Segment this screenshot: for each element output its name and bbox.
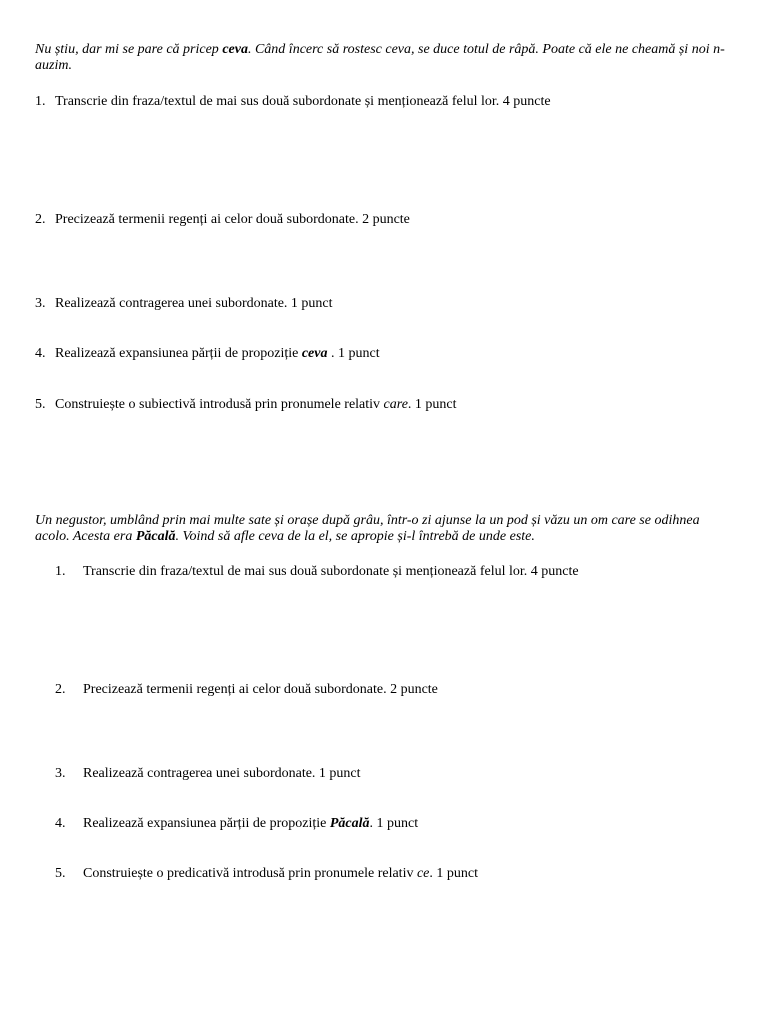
task-text-pre: Construiește o predicativă introdusă prin pronumele relativ xyxy=(83,866,417,881)
task-text-post: . 1 punct xyxy=(429,866,479,881)
task-text: Transcrie din fraza/textul de mai sus două subordonate și menționează felul lor. 4 puncte xyxy=(83,564,579,579)
s2-task-1 xyxy=(55,564,579,580)
task-emphasis: ceva xyxy=(301,346,328,361)
task-emphasis: Păcală xyxy=(329,816,370,831)
s1-task-5 xyxy=(35,397,457,413)
s1-task-1 xyxy=(35,94,551,110)
passage-1-text-a: Nu știu, dar mi se pare că pricep xyxy=(35,42,223,57)
task-text-post: . 1 punct xyxy=(407,397,457,412)
passage-2-text-b: . Voind să afle ceva de la el, se apropie și-l întrebă de unde este. xyxy=(175,529,535,544)
task-text: Realizează contragerea unei subordonate. 1 punct xyxy=(83,766,361,781)
passage-1-text-b: . Când încerc să rostesc ceva, se duce totul de râpă. Poate că ele ne cheamă și noi n-auzim. xyxy=(35,42,725,73)
task-text-post: . 1 punct xyxy=(327,346,380,361)
s1-task-3 xyxy=(35,296,333,312)
task-text: Transcrie din fraza/textul de mai sus două subordonate și menționează felul lor. 4 puncte xyxy=(55,94,551,109)
task-text-pre: Construiește o subiectivă introdusă prin pronumele relativ xyxy=(55,397,384,412)
task-text: Realizează contragerea unei subordonate. 1 punct xyxy=(55,296,333,311)
task-number: 3. xyxy=(35,296,46,311)
task-emphasis: ce xyxy=(416,866,430,881)
task-text-post: . 1 punct xyxy=(369,816,419,831)
s2-task-3 xyxy=(55,766,361,782)
passage-1-bold-word: ceva xyxy=(222,42,248,57)
task-number: 4. xyxy=(55,816,66,831)
task-number: 5. xyxy=(35,397,46,412)
s1-task-4 xyxy=(35,346,380,362)
s1-task-2 xyxy=(35,212,410,228)
passage-2-text-a: Un negustor, umblând prin mai multe sate și orașe după grâu, într-o zi ajunse la un pod și văzu un om care se odihnea acolo. Acesta era xyxy=(35,513,700,544)
task-text-pre: Realizează expansiunea părții de propoziție xyxy=(55,346,302,361)
task-number: 1. xyxy=(35,94,46,109)
task-text: Precizează termenii regenți ai celor două subordonate. 2 puncte xyxy=(83,682,438,697)
task-number: 1. xyxy=(55,564,66,579)
task-emphasis: care xyxy=(383,397,408,412)
task-number: 2. xyxy=(35,212,46,227)
task-number: 2. xyxy=(55,682,66,697)
passage-2 xyxy=(35,513,735,545)
task-number: 5. xyxy=(55,866,66,881)
s2-task-4 xyxy=(55,816,418,832)
task-number: 3. xyxy=(55,766,66,781)
task-text: Precizează termenii regenți ai celor două subordonate. 2 puncte xyxy=(55,212,410,227)
passage-2-bold-word: Păcală xyxy=(135,529,176,544)
task-number: 4. xyxy=(35,346,46,361)
s2-task-5 xyxy=(55,866,478,882)
task-text-pre: Realizează expansiunea părții de propoziție xyxy=(83,816,330,831)
passage-1 xyxy=(35,42,735,74)
s2-task-2 xyxy=(55,682,438,698)
